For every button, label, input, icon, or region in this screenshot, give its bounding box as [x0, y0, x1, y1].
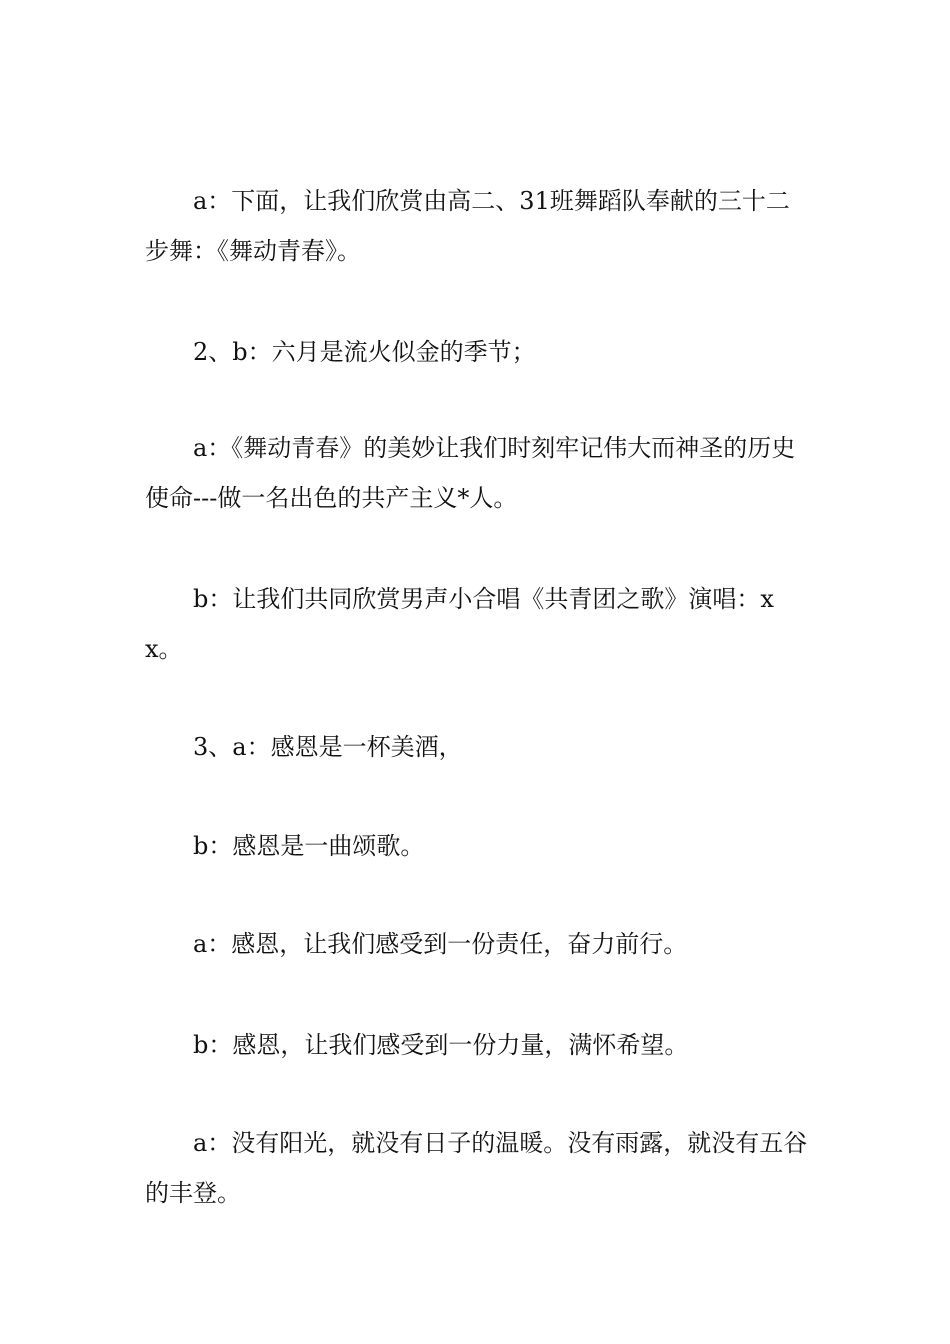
paragraph: a：《舞动青春》的美妙让我们时刻牢记伟大而神圣的历史使命---做一名出色的共产主义*人。	[145, 434, 796, 512]
paragraph: 2、b：六月是流火似金的季节；	[193, 338, 536, 366]
paragraph: b：感恩，让我们感受到一份力量，满怀希望。	[193, 1031, 689, 1059]
paragraph: 3、a：感恩是一杯美酒，	[193, 733, 463, 761]
paragraph: b：感恩是一曲颂歌。	[193, 832, 425, 860]
paragraph: a：没有阳光，就没有日子的温暖。没有雨露，就没有五谷的丰登。	[145, 1129, 808, 1207]
paragraph: a：感恩，让我们感受到一份责任，奋力前行。	[193, 930, 688, 958]
paragraph: b：让我们共同欣赏男声小合唱《共青团之歌》演唱：xx。	[145, 585, 774, 663]
paragraph: a：下面，让我们欣赏由高二、31班舞蹈队奉献的三十二步舞：《舞动青春》。	[145, 187, 790, 265]
